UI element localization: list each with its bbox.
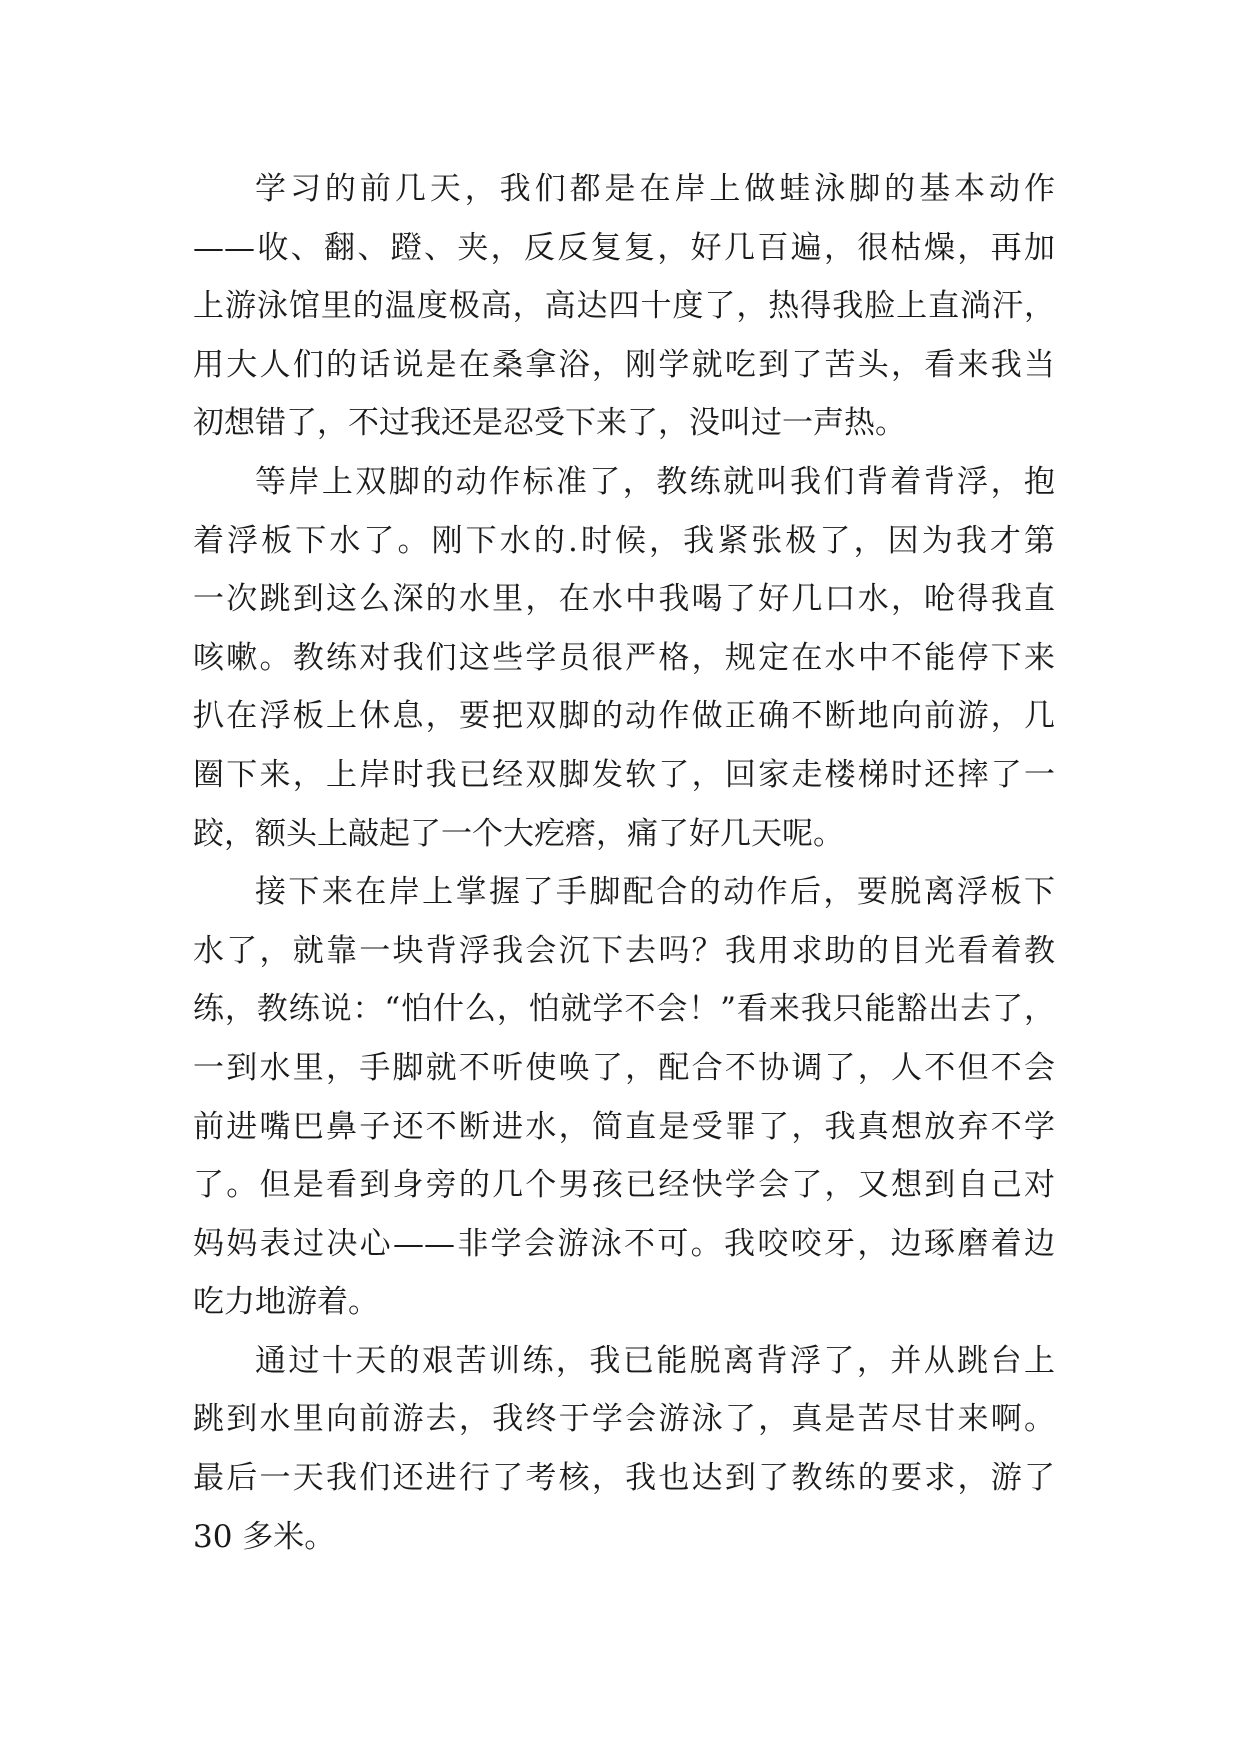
paragraph-4-line-1: 通过十天的艰苦训练，我已能脱离背浮了，并从跳台上 (255, 1342, 1055, 1379)
paragraph-3-line-5: 前进嘴巴鼻子还不断进水，简直是受罪了，我真想放弃不学 (193, 1108, 1055, 1145)
paragraph-4-line-2: 跳到水里向前游去，我终于学会游泳了，真是苦尽甘来啊。 (193, 1401, 1055, 1438)
paragraph-2-line-1: 等岸上双脚的动作标准了，教练就叫我们背着背浮，抱 (255, 463, 1055, 500)
paragraph-2-line-3: 一次跳到这么深的水里，在水中我喝了好几口水，呛得我直 (193, 581, 1055, 618)
paragraph-3-line-8: 吃力地游着。 (193, 1284, 379, 1321)
paragraph-4-line-3: 最后一天我们还进行了考核，我也达到了教练的要求，游了 (193, 1460, 1055, 1497)
paragraph-2-line-5: 扒在浮板上休息，要把双脚的动作做正确不断地向前游，几 (193, 698, 1055, 735)
paragraph-3-line-2: 水了，就靠一块背浮我会沉下去吗？我用求助的目光看着教 (193, 932, 1055, 969)
paragraph-1-line-2: ——收、翻、蹬、夹，反反复复，好几百遍，很枯燥，再加 (193, 229, 1055, 266)
paragraph-2-line-4: 咳嗽。教练对我们这些学员很严格，规定在水中不能停下来 (193, 639, 1055, 676)
paragraph-3-line-7: 妈妈表过决心——非学会游泳不可。我咬咬牙，边琢磨着边 (193, 1225, 1055, 1262)
paragraph-3-line-3: 练，教练说：“怕什么，怕就学不会！”看来我只能豁出去了， (193, 991, 1055, 1028)
paragraph-2-line-6: 圈下来，上岸时我已经双脚发软了，回家走楼梯时还摔了一 (193, 756, 1055, 793)
document-body (193, 160, 1055, 1566)
paragraph-3-line-6: 了。但是看到身旁的几个男孩已经快学会了，又想到自己对 (193, 1167, 1055, 1204)
paragraph-2-line-7: 跤，额头上敲起了一个大疙瘩，痛了好几天呢。 (193, 815, 844, 852)
paragraph-1-line-3: 上游泳馆里的温度极高，高达四十度了，热得我脸上直淌汗， (193, 288, 1055, 325)
paragraph-4-line-4: 30 多米。 (193, 1518, 336, 1555)
paragraph-2-line-2: 着浮板下水了。刚下水的.时候，我紧张极了，因为我才第 (193, 522, 1055, 559)
paragraph-3-line-4: 一到水里，手脚就不听使唤了，配合不协调了，人不但不会 (193, 1049, 1055, 1086)
paragraph-3-line-1: 接下来在岸上掌握了手脚配合的动作后，要脱离浮板下 (255, 874, 1055, 911)
paragraph-1-line-5: 初想错了，不过我还是忍受下来了，没叫过一声热。 (193, 405, 906, 442)
paragraph-1-line-4: 用大人们的话说是在桑拿浴，刚学就吃到了苦头，看来我当 (193, 346, 1055, 383)
paragraph-1-line-1: 学习的前几天，我们都是在岸上做蛙泳脚的基本动作 (255, 171, 1055, 207)
